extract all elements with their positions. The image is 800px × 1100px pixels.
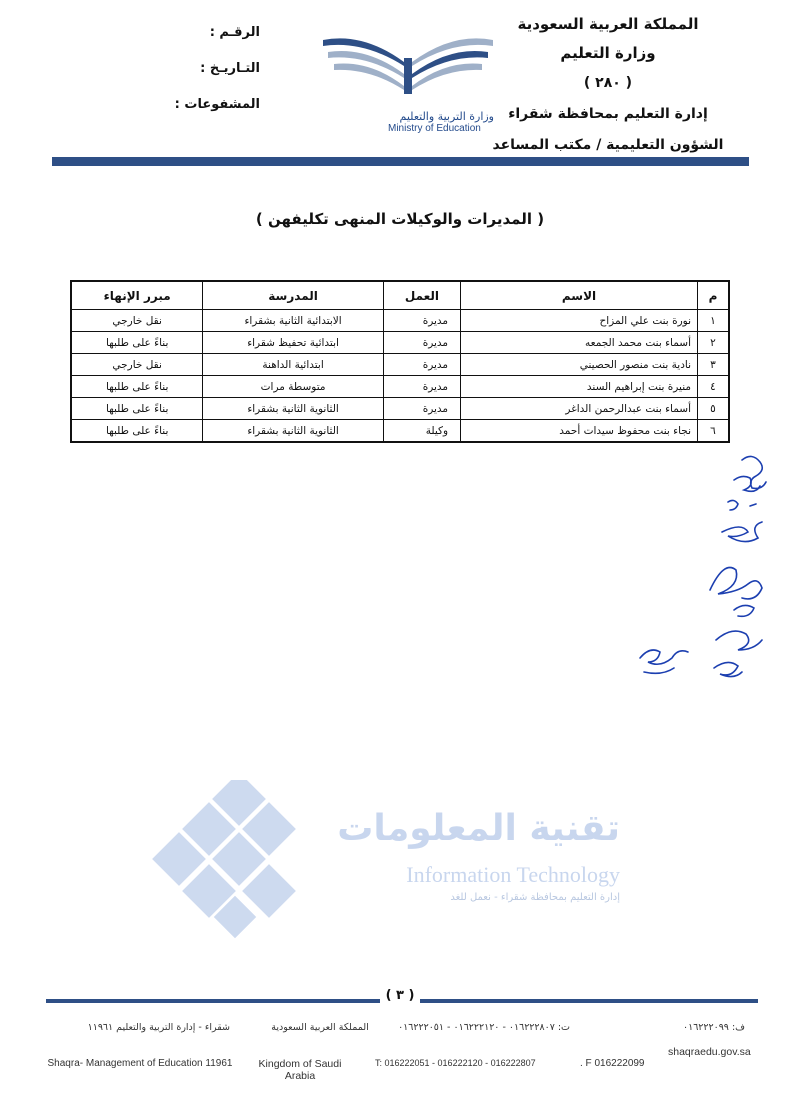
cell-number: ٣ bbox=[698, 354, 730, 376]
country-name: المملكة العربية السعودية bbox=[517, 15, 699, 33]
footer-country-ar: المملكة العربية السعودية bbox=[271, 1022, 369, 1033]
table-row bbox=[71, 398, 729, 420]
number-label: الرقـم : bbox=[209, 25, 260, 40]
cell-reason: بناءً على طلبها bbox=[71, 376, 203, 398]
book-logo-icon bbox=[318, 22, 498, 112]
cell-name: نجاء بنت محفوظ سيدات أحمد bbox=[461, 420, 698, 443]
cell-reason: بناءً على طلبها bbox=[71, 420, 203, 443]
table-row bbox=[71, 332, 729, 354]
cell-number: ٥ bbox=[698, 398, 730, 420]
table-row bbox=[71, 354, 729, 376]
header-reason: مبرر الإنهاء bbox=[71, 281, 203, 310]
cell-job: مديرة bbox=[383, 398, 460, 420]
cell-job: مديرة bbox=[383, 332, 460, 354]
logo-english-text: Ministry of Education bbox=[388, 123, 481, 134]
table-row bbox=[71, 310, 729, 332]
staff-table bbox=[70, 280, 730, 443]
header-school: المدرسة bbox=[203, 281, 384, 310]
table-row bbox=[71, 420, 729, 443]
ministry-logo bbox=[318, 22, 498, 137]
letterhead-right bbox=[488, 14, 728, 156]
header-job: العمل bbox=[383, 281, 460, 310]
cell-job: وكيلة bbox=[383, 420, 460, 443]
watermark-arabic: تقنية المعلومات bbox=[337, 808, 620, 849]
header-divider bbox=[52, 157, 749, 166]
cell-school: الثانوية الثانية بشقراء bbox=[203, 420, 384, 443]
cell-job: مديرة bbox=[383, 354, 460, 376]
document-code: ( ٢٨٠ ) bbox=[583, 75, 633, 91]
letterhead-left bbox=[150, 25, 260, 133]
watermark-subtitle: إدارة التعليم بمحافظة شقراء - نعمل للغد bbox=[450, 892, 620, 903]
cell-name: نادية بنت منصور الحصيني bbox=[461, 354, 698, 376]
footer-address-ar: شقراء - إدارة التربية والتعليم ١١٩٦١ bbox=[87, 1022, 230, 1033]
logo-arabic-text: وزارة التربية والتعليم bbox=[399, 110, 494, 123]
cell-name: منيرة بنت إبراهيم السند bbox=[461, 376, 698, 398]
cell-school: الثانوية الثانية بشقراء bbox=[203, 398, 384, 420]
cell-name: أسماء بنت محمد الجمعه bbox=[461, 332, 698, 354]
table-row bbox=[71, 376, 729, 398]
cell-job: مديرة bbox=[383, 376, 460, 398]
header-name: الاسم bbox=[461, 281, 698, 310]
cell-number: ٤ bbox=[698, 376, 730, 398]
cell-reason: نقل خارجي bbox=[71, 354, 203, 376]
cell-reason: نقل خارجي bbox=[71, 310, 203, 332]
department-name: إدارة التعليم بمحافظة شقراء bbox=[508, 106, 708, 122]
attachments-label: المشفوعات : bbox=[174, 97, 260, 112]
document-title: ( المديرات والوكيلات المنهى تكليفهن ) bbox=[255, 210, 545, 228]
cell-job: مديرة bbox=[383, 310, 460, 332]
footer-country-en: Kingdom of Saudi Arabia bbox=[258, 1058, 342, 1082]
cell-school: الابتدائية الثانية بشقراء bbox=[203, 310, 384, 332]
cell-school: ابتدائية الداهنة bbox=[203, 354, 384, 376]
table-header-row bbox=[71, 281, 729, 310]
cell-name: أسماء بنت عبدالرحمن الداغر bbox=[461, 398, 698, 420]
cell-school: متوسطة مرات bbox=[203, 376, 384, 398]
cell-school: ابتدائية تحفيظ شقراء bbox=[203, 332, 384, 354]
cell-reason: بناءً على طلبها bbox=[71, 398, 203, 420]
cell-number: ٦ bbox=[698, 420, 730, 443]
footer-fax-en: . F 016222099 bbox=[580, 1058, 645, 1069]
watermark-squares-icon bbox=[150, 780, 320, 950]
cell-name: نورة بنت علي المزاح bbox=[461, 310, 698, 332]
page-number: ( ٣ ) bbox=[380, 988, 420, 1003]
handwritten-signatures bbox=[630, 440, 790, 700]
it-watermark bbox=[150, 780, 630, 950]
cell-reason: بناءً على طلبها bbox=[71, 332, 203, 354]
header-number: م bbox=[698, 281, 730, 310]
office-name: الشؤون التعليمية / مكتب المساعد bbox=[492, 137, 724, 153]
cell-number: ٢ bbox=[698, 332, 730, 354]
footer-fax-ar: ف: ٠١٦٢٢٢٠٩٩ bbox=[682, 1022, 745, 1033]
cell-number: ١ bbox=[698, 310, 730, 332]
footer-phones-en: T: 016222051 - 016222120 - 016222807 bbox=[375, 1058, 536, 1068]
footer-website: shaqraedu.gov.sa bbox=[668, 1046, 751, 1058]
footer-address-en: Shaqra- Management of Education 11961 bbox=[47, 1058, 233, 1069]
footer-phones-ar: ت: ٠١٦٢٢٢٨٠٧ - ٠١٦٢٢٢١٢٠ - ٠١٦٢٢٢٠٥١ bbox=[398, 1022, 570, 1033]
watermark-english: Information Technology bbox=[406, 862, 620, 887]
date-label: التـاريـخ : bbox=[200, 61, 260, 76]
ministry-name: وزارة التعليم bbox=[560, 44, 656, 62]
